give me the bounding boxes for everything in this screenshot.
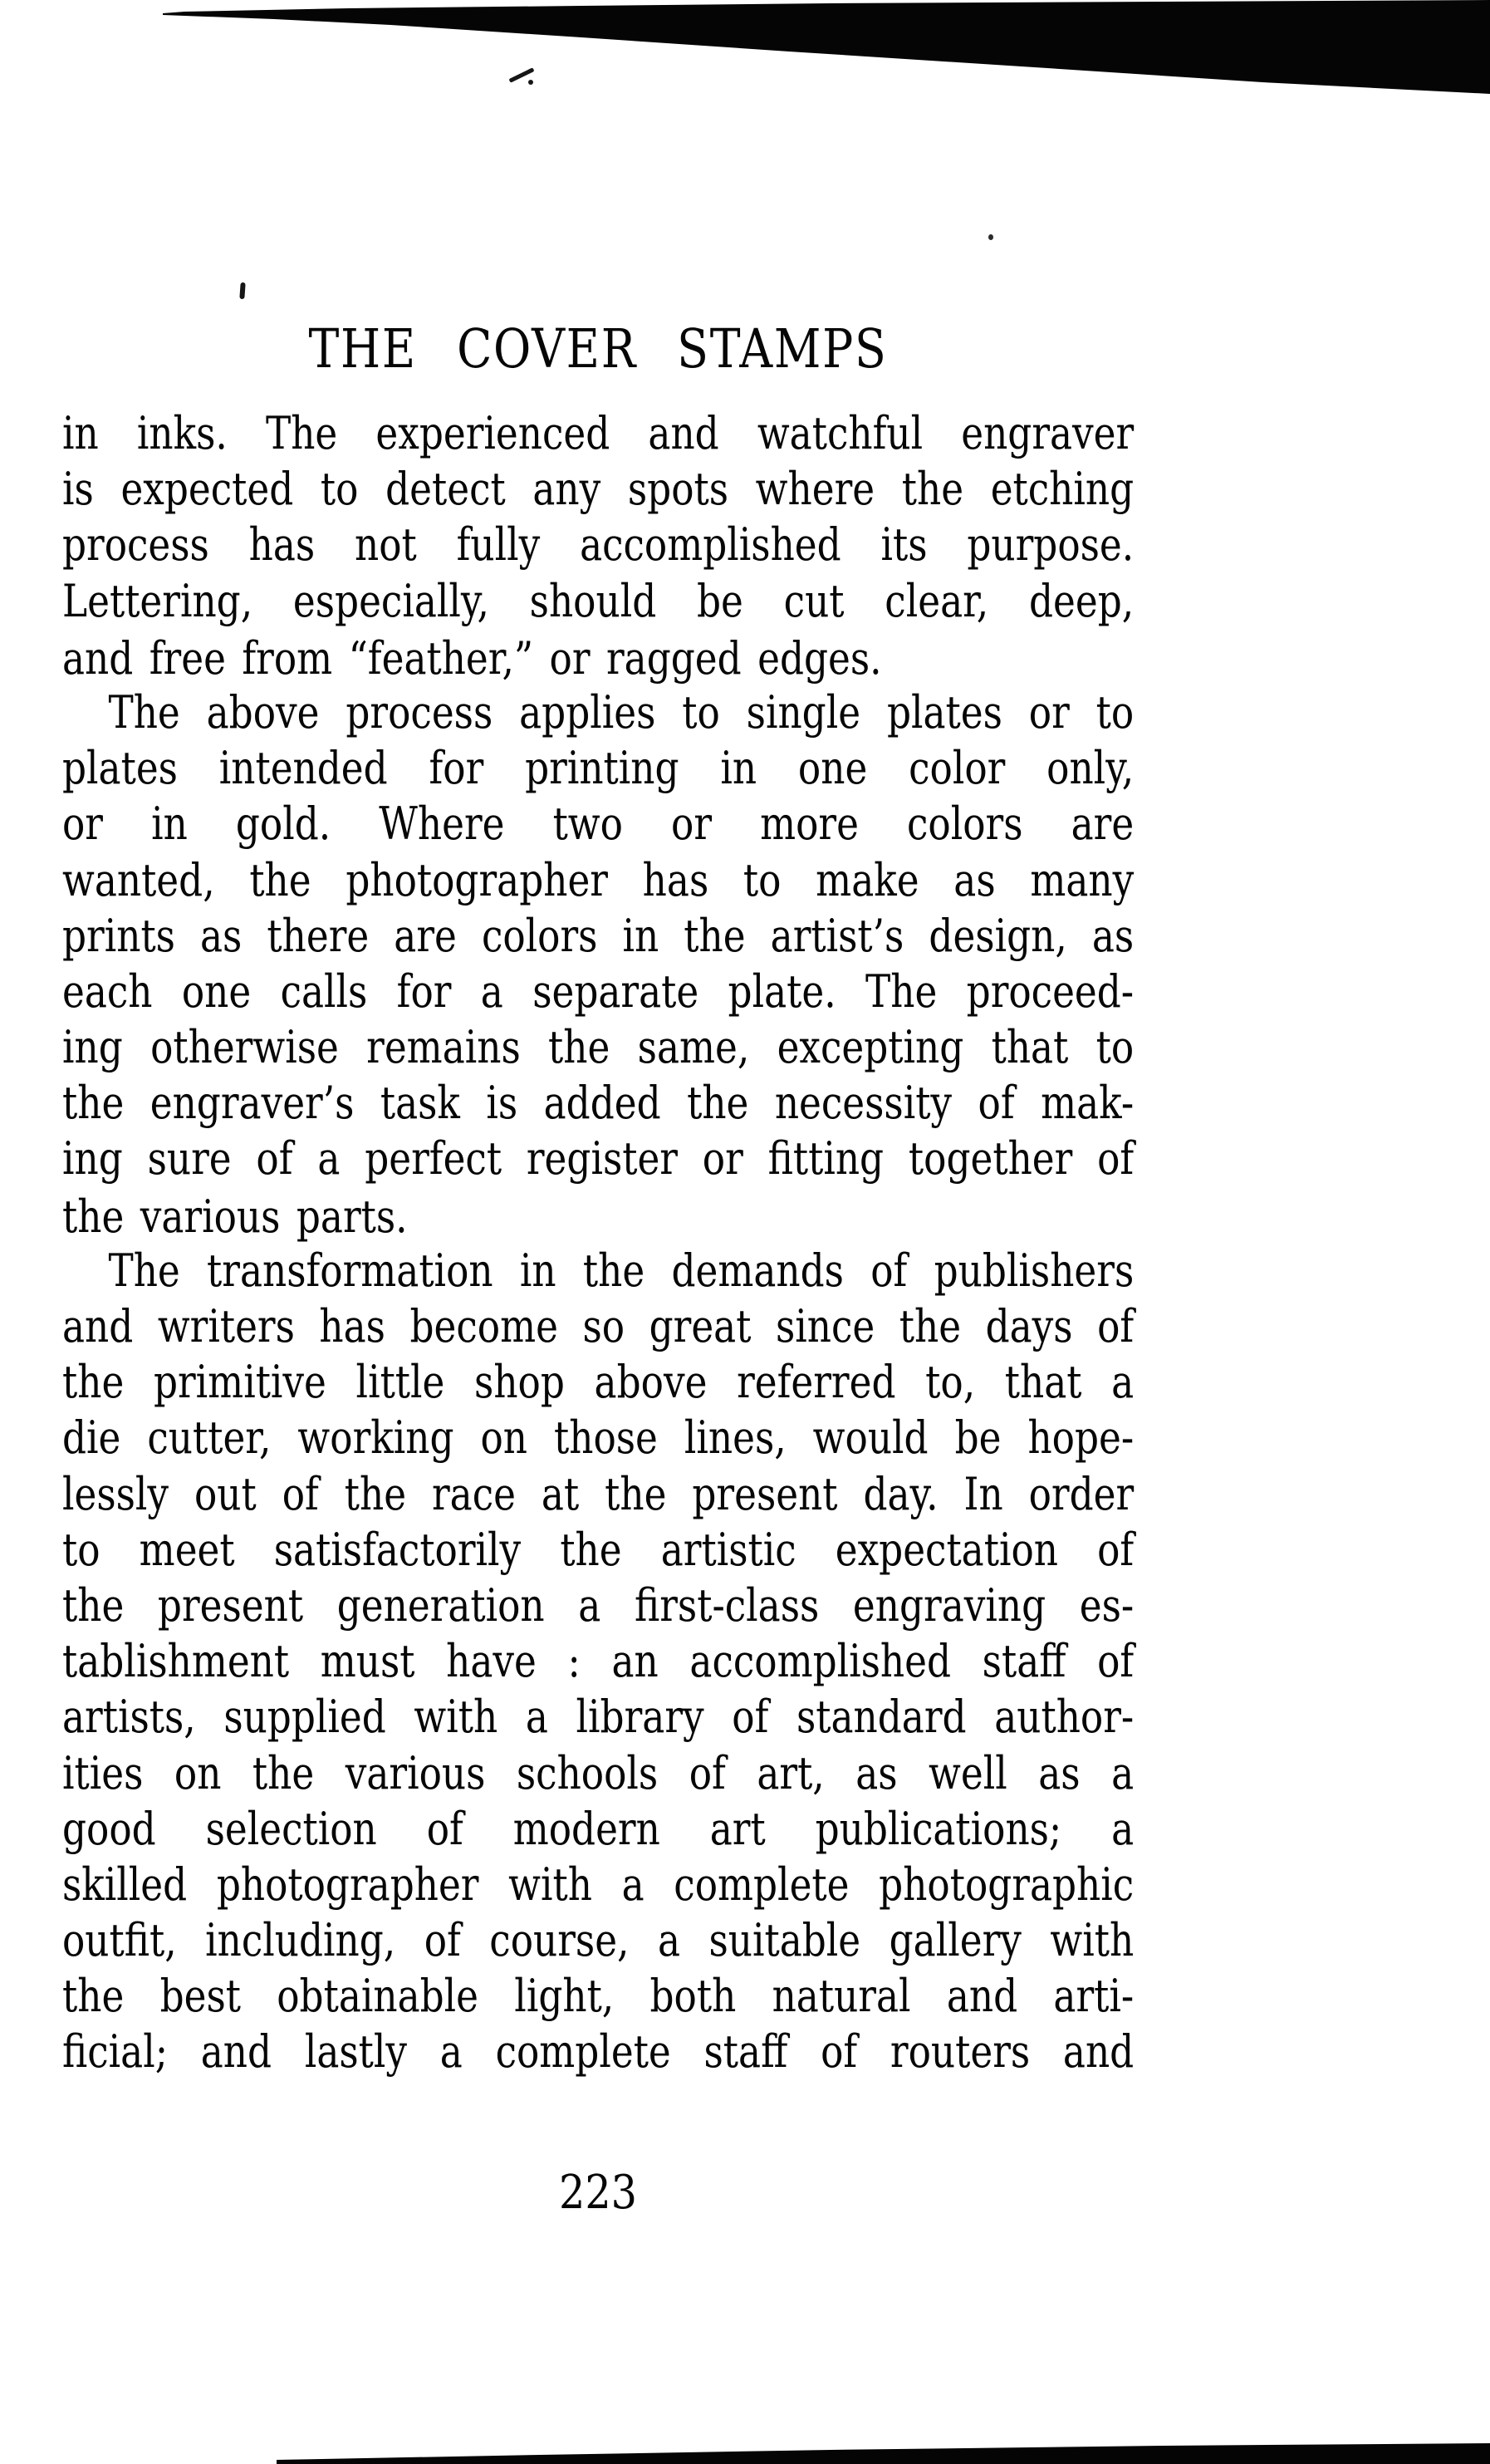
- text-line: the best obtainable light, both natural and arti-: [62, 1970, 1135, 2023]
- text-line: process has not fully accomplished its purpose.: [62, 518, 1135, 572]
- text-line: the present generation a first-class engraving es-: [62, 1578, 1135, 1632]
- text-line: is expected to detect any spots where the etching: [62, 463, 1135, 516]
- text-line: artists, supplied with a library of standard author-: [62, 1691, 1135, 1744]
- scan-edge-shadow-bottom: [277, 2443, 1490, 2464]
- text-line: ing sure of a perfect register or fitting together of: [62, 1132, 1135, 1185]
- body-text: [62, 407, 1134, 2082]
- scan-artifact-top: [0, 0, 1490, 108]
- text-line: or in gold. Where two or more colors are: [62, 798, 1135, 851]
- text-line: die cutter, working on those lines, would be hope-: [62, 1411, 1135, 1465]
- text-line: The transformation in the demands of publishers: [108, 1244, 1135, 1297]
- text-line: the engraver’s task is added the necessity of mak-: [62, 1077, 1135, 1130]
- text-line: ing otherwise remains the same, excepting that to: [62, 1021, 1135, 1074]
- text-line: and free from “feather,” or ragged edges.: [62, 631, 882, 685]
- scan-artifact-bottom: [0, 2442, 1490, 2464]
- text-line: each one calls for a separate plate. The proceed-: [62, 964, 1135, 1018]
- text-line: ities on the various schools of art, as well as a: [62, 1746, 1135, 1799]
- text-line: lessly out of the race at the present day. In order: [62, 1467, 1135, 1520]
- text-line: the various parts.: [62, 1190, 408, 1243]
- page-title: THE COVER STAMPS: [308, 318, 888, 380]
- text-line: the primitive little shop above referred to, that a: [62, 1356, 1135, 1409]
- text-line: The above process applies to single plates or to: [108, 685, 1135, 739]
- text-line: and writers has become so great since the days of: [62, 1300, 1135, 1352]
- scan-edge-shadow-top: [163, 0, 1490, 94]
- text-line: plates intended for printing in one color only,: [62, 742, 1135, 795]
- text-line: prints as there are colors in the artist’s design, as: [62, 909, 1135, 962]
- scan-speck-scratch-dot: [528, 80, 533, 85]
- scan-speck-dot: [988, 234, 993, 240]
- text-line: wanted, the photographer has to make as many: [62, 853, 1135, 906]
- text-line: to meet satisfactorily the artistic expectation of: [62, 1523, 1135, 1576]
- page-number: 223: [558, 2166, 638, 2220]
- text-line: outfit, including, of course, a suitable gallery with: [62, 1914, 1135, 1967]
- text-line: tablishment must have : an accomplished staff of: [62, 1635, 1135, 1688]
- text-line: in inks. The experienced and watchful engraver: [62, 407, 1135, 459]
- text-line: good selection of modern art publications; a: [62, 1802, 1135, 1855]
- text-line: Lettering, especially, should be cut clear, deep,: [62, 574, 1135, 627]
- text-line: ficial; and lastly a complete staff of routers and: [62, 2025, 1135, 2079]
- scan-speck-dash: [239, 282, 245, 299]
- text-line: skilled photographer with a complete photographic: [62, 1858, 1135, 1911]
